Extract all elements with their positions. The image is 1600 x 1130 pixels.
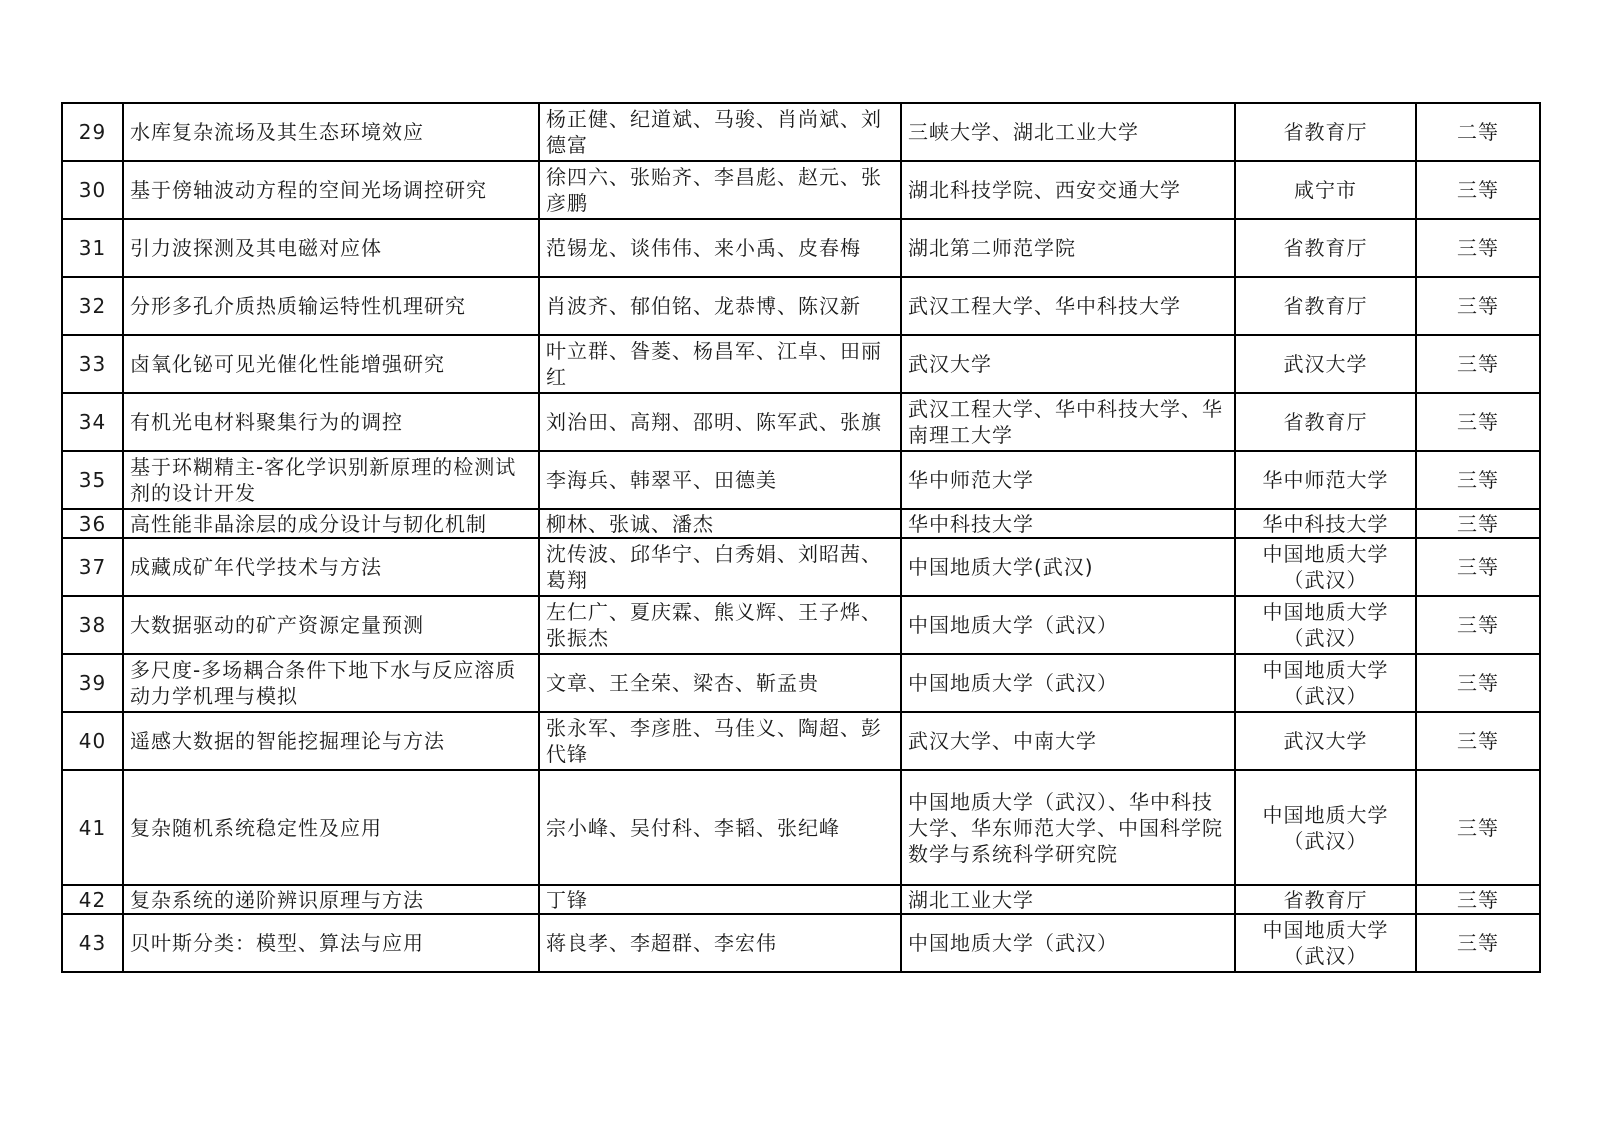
cell-nominating-unit: 武汉大学 bbox=[1235, 335, 1416, 393]
cell-nominating-unit: 中国地质大学（武汉） bbox=[1235, 596, 1416, 654]
cell-organizations: 武汉工程大学、华中科技大学、华南理工大学 bbox=[901, 393, 1235, 451]
cell-participants: 沈传波、邱华宁、白秀娟、刘昭茜、葛翔 bbox=[539, 538, 901, 596]
table-row bbox=[62, 770, 1540, 885]
cell-award-grade: 三等 bbox=[1416, 596, 1540, 654]
cell-nominating-unit: 中国地质大学（武汉） bbox=[1235, 770, 1416, 885]
table-row bbox=[62, 914, 1540, 972]
cell-project-title: 大数据驱动的矿产资源定量预测 bbox=[123, 596, 539, 654]
cell-project-title: 有机光电材料聚集行为的调控 bbox=[123, 393, 539, 451]
cell-number: 35 bbox=[62, 451, 123, 509]
cell-nominating-unit: 中国地质大学（武汉） bbox=[1235, 538, 1416, 596]
cell-award-grade: 三等 bbox=[1416, 914, 1540, 972]
cell-participants: 丁锋 bbox=[539, 885, 901, 914]
cell-nominating-unit: 省教育厅 bbox=[1235, 393, 1416, 451]
cell-number: 30 bbox=[62, 161, 123, 219]
cell-award-grade: 三等 bbox=[1416, 219, 1540, 277]
awards-table-body bbox=[62, 103, 1540, 972]
cell-participants: 宗小峰、吴付科、李韬、张纪峰 bbox=[539, 770, 901, 885]
cell-project-title: 基于环糊精主-客化学识别新原理的检测试剂的设计开发 bbox=[123, 451, 539, 509]
cell-participants: 范锡龙、谈伟伟、来小禹、皮春梅 bbox=[539, 219, 901, 277]
cell-project-title: 贝叶斯分类：模型、算法与应用 bbox=[123, 914, 539, 972]
cell-nominating-unit: 华中师范大学 bbox=[1235, 451, 1416, 509]
cell-project-title: 引力波探测及其电磁对应体 bbox=[123, 219, 539, 277]
table-row bbox=[62, 654, 1540, 712]
table-row bbox=[62, 335, 1540, 393]
cell-project-title: 基于傍轴波动方程的空间光场调控研究 bbox=[123, 161, 539, 219]
cell-project-title: 多尺度-多场耦合条件下地下水与反应溶质动力学机理与模拟 bbox=[123, 654, 539, 712]
table-row bbox=[62, 596, 1540, 654]
cell-project-title: 成藏成矿年代学技术与方法 bbox=[123, 538, 539, 596]
cell-nominating-unit: 武汉大学 bbox=[1235, 712, 1416, 770]
cell-participants: 张永军、李彦胜、马佳义、陶超、彭代锋 bbox=[539, 712, 901, 770]
cell-nominating-unit: 华中科技大学 bbox=[1235, 509, 1416, 538]
cell-participants: 蒋良孝、李超群、李宏伟 bbox=[539, 914, 901, 972]
cell-number: 34 bbox=[62, 393, 123, 451]
cell-number: 32 bbox=[62, 277, 123, 335]
cell-nominating-unit: 中国地质大学（武汉） bbox=[1235, 914, 1416, 972]
cell-award-grade: 三等 bbox=[1416, 712, 1540, 770]
cell-participants: 杨正健、纪道斌、马骏、肖尚斌、刘德富 bbox=[539, 103, 901, 161]
cell-nominating-unit: 省教育厅 bbox=[1235, 219, 1416, 277]
cell-number: 40 bbox=[62, 712, 123, 770]
cell-organizations: 三峡大学、湖北工业大学 bbox=[901, 103, 1235, 161]
cell-organizations: 武汉大学、中南大学 bbox=[901, 712, 1235, 770]
cell-participants: 肖波齐、郁伯铭、龙恭博、陈汉新 bbox=[539, 277, 901, 335]
cell-number: 39 bbox=[62, 654, 123, 712]
cell-project-title: 复杂随机系统稳定性及应用 bbox=[123, 770, 539, 885]
table-row bbox=[62, 538, 1540, 596]
cell-participants: 刘治田、高翔、邵明、陈军武、张旗 bbox=[539, 393, 901, 451]
cell-number: 43 bbox=[62, 914, 123, 972]
cell-number: 37 bbox=[62, 538, 123, 596]
cell-participants: 柳林、张诚、潘杰 bbox=[539, 509, 901, 538]
cell-participants: 叶立群、昝菱、杨昌军、江卓、田丽红 bbox=[539, 335, 901, 393]
table-row bbox=[62, 219, 1540, 277]
cell-nominating-unit: 省教育厅 bbox=[1235, 277, 1416, 335]
cell-project-title: 分形多孔介质热质输运特性机理研究 bbox=[123, 277, 539, 335]
cell-participants: 左仁广、夏庆霖、熊义辉、王子烨、张振杰 bbox=[539, 596, 901, 654]
cell-nominating-unit: 省教育厅 bbox=[1235, 885, 1416, 914]
table-row bbox=[62, 103, 1540, 161]
cell-organizations: 中国地质大学（武汉） bbox=[901, 596, 1235, 654]
cell-award-grade: 三等 bbox=[1416, 770, 1540, 885]
table-row bbox=[62, 393, 1540, 451]
cell-number: 33 bbox=[62, 335, 123, 393]
cell-organizations: 中国地质大学（武汉）、华中科技大学、华东师范大学、中国科学院数学与系统科学研究院 bbox=[901, 770, 1235, 885]
cell-organizations: 武汉大学 bbox=[901, 335, 1235, 393]
cell-nominating-unit: 省教育厅 bbox=[1235, 103, 1416, 161]
cell-number: 42 bbox=[62, 885, 123, 914]
cell-award-grade: 三等 bbox=[1416, 509, 1540, 538]
table-row bbox=[62, 277, 1540, 335]
cell-nominating-unit: 中国地质大学（武汉） bbox=[1235, 654, 1416, 712]
cell-organizations: 湖北科技学院、西安交通大学 bbox=[901, 161, 1235, 219]
cell-organizations: 华中师范大学 bbox=[901, 451, 1235, 509]
table-row bbox=[62, 885, 1540, 914]
cell-organizations: 湖北第二师范学院 bbox=[901, 219, 1235, 277]
cell-number: 41 bbox=[62, 770, 123, 885]
cell-number: 29 bbox=[62, 103, 123, 161]
cell-award-grade: 二等 bbox=[1416, 103, 1540, 161]
cell-participants: 李海兵、韩翠平、田德美 bbox=[539, 451, 901, 509]
cell-number: 31 bbox=[62, 219, 123, 277]
cell-number: 38 bbox=[62, 596, 123, 654]
cell-award-grade: 三等 bbox=[1416, 885, 1540, 914]
table-row bbox=[62, 451, 1540, 509]
cell-project-title: 复杂系统的递阶辨识原理与方法 bbox=[123, 885, 539, 914]
cell-project-title: 遥感大数据的智能挖掘理论与方法 bbox=[123, 712, 539, 770]
cell-organizations: 武汉工程大学、华中科技大学 bbox=[901, 277, 1235, 335]
cell-project-title: 卤氧化铋可见光催化性能增强研究 bbox=[123, 335, 539, 393]
cell-organizations: 中国地质大学（武汉） bbox=[901, 914, 1235, 972]
cell-award-grade: 三等 bbox=[1416, 277, 1540, 335]
cell-project-title: 高性能非晶涂层的成分设计与韧化机制 bbox=[123, 509, 539, 538]
cell-organizations: 中国地质大学(武汉) bbox=[901, 538, 1235, 596]
cell-participants: 徐四六、张贻齐、李昌彪、赵元、张彦鹏 bbox=[539, 161, 901, 219]
cell-organizations: 湖北工业大学 bbox=[901, 885, 1235, 914]
cell-award-grade: 三等 bbox=[1416, 335, 1540, 393]
cell-award-grade: 三等 bbox=[1416, 538, 1540, 596]
table-row bbox=[62, 509, 1540, 538]
cell-organizations: 华中科技大学 bbox=[901, 509, 1235, 538]
cell-award-grade: 三等 bbox=[1416, 161, 1540, 219]
table-row bbox=[62, 161, 1540, 219]
table-row bbox=[62, 712, 1540, 770]
cell-organizations: 中国地质大学（武汉） bbox=[901, 654, 1235, 712]
cell-participants: 文章、王全荣、梁杏、靳孟贵 bbox=[539, 654, 901, 712]
cell-project-title: 水库复杂流场及其生态环境效应 bbox=[123, 103, 539, 161]
cell-award-grade: 三等 bbox=[1416, 451, 1540, 509]
cell-nominating-unit: 咸宁市 bbox=[1235, 161, 1416, 219]
cell-award-grade: 三等 bbox=[1416, 654, 1540, 712]
cell-award-grade: 三等 bbox=[1416, 393, 1540, 451]
awards-table bbox=[61, 102, 1541, 973]
cell-number: 36 bbox=[62, 509, 123, 538]
